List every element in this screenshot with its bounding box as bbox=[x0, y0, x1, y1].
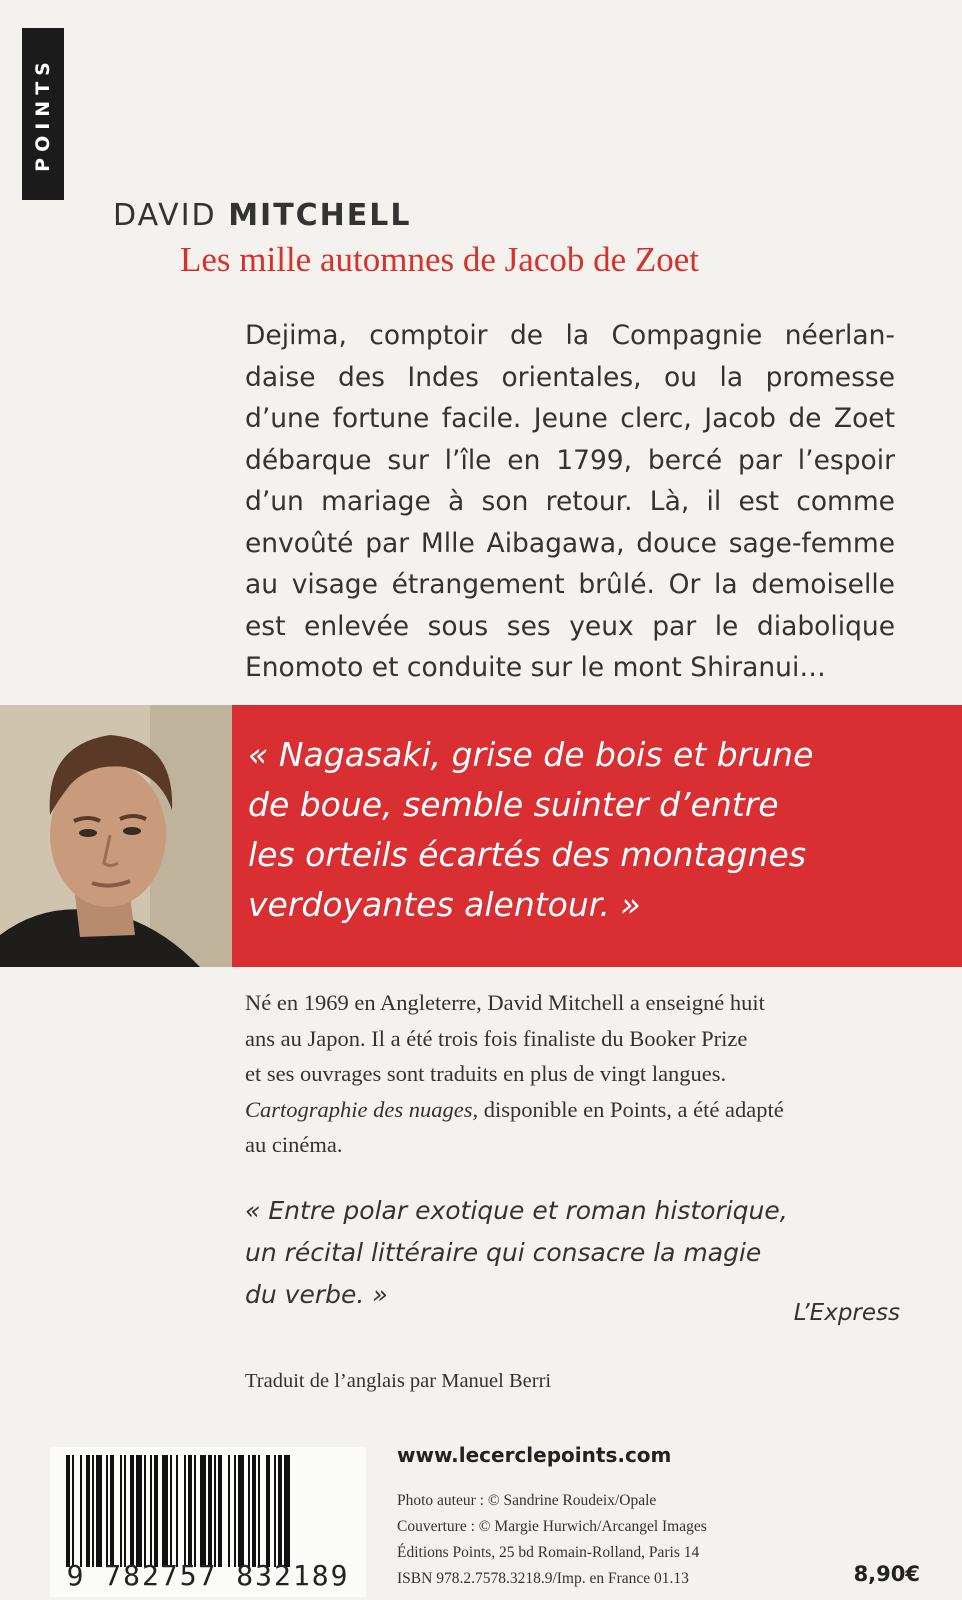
barcode-bar bbox=[170, 1455, 172, 1567]
barcode-bar bbox=[96, 1455, 102, 1567]
author-bio bbox=[245, 985, 905, 1163]
blurb-line: d’une fortune facile. Jeune clerc, Jacob de Zoet bbox=[245, 403, 895, 434]
barcode-bar bbox=[184, 1455, 186, 1567]
bio-line: ans au Japon. Il a été trois fois finaliste du Booker Prize bbox=[245, 1025, 748, 1051]
excerpt-line: verdoyantes alentour. » bbox=[248, 885, 641, 924]
bio-line-rest: disponible en Points, a été adapté bbox=[478, 1096, 784, 1122]
blurb-line: Dejima, comptoir de la Compagnie néerlan- bbox=[245, 320, 895, 351]
barcode-bar bbox=[130, 1455, 134, 1567]
author-last-name: MITCHELL bbox=[228, 198, 412, 233]
author-photo bbox=[0, 705, 232, 967]
barcode-bar bbox=[214, 1455, 216, 1567]
barcode-bar bbox=[194, 1455, 196, 1567]
blurb-line: daise des Indes orientales, ou la promesse bbox=[245, 361, 895, 393]
excerpt-line: « Nagasaki, grise de bois et brune bbox=[248, 735, 814, 774]
barcode-bar bbox=[124, 1455, 126, 1567]
barcode-bar bbox=[278, 1455, 282, 1567]
barcode-bar bbox=[176, 1455, 178, 1567]
author-first-name: DAVID bbox=[113, 198, 229, 233]
barcode-bar bbox=[284, 1455, 290, 1567]
publisher-website[interactable]: www.lecerclepoints.com bbox=[397, 1443, 672, 1467]
barcode-bar bbox=[150, 1455, 152, 1567]
blurb-line: au visage étrangement brûlé. Or la demoiselle bbox=[245, 569, 895, 600]
price: 8,90€ bbox=[853, 1562, 920, 1586]
credit-line: ISBN 978.2.7578.3218.9/Imp. en France 01.13 bbox=[397, 1570, 689, 1587]
book-title: Les mille automnes de Jacob de Zoet bbox=[180, 240, 700, 279]
bio-line: Né en 1969 en Angleterre, David Mitchell a enseigné huit bbox=[245, 990, 765, 1015]
blurb-line: envoûté par Mlle Aibagawa, douce sage-femme bbox=[245, 527, 895, 559]
review-line: un récital littéraire qui consacre la magie bbox=[245, 1238, 762, 1267]
review-line: « Entre polar exotique et roman historique, bbox=[245, 1196, 788, 1225]
bio-line bbox=[245, 1092, 905, 1128]
barcode-bar bbox=[136, 1455, 142, 1567]
publisher-tab-label: POINTS bbox=[32, 56, 55, 172]
excerpt-line: de boue, semble suinter d’entre bbox=[248, 785, 779, 824]
barcode-bar bbox=[188, 1455, 192, 1567]
barcode-bar bbox=[110, 1455, 114, 1567]
bio-book-title: Cartographie des nuages, bbox=[245, 1096, 479, 1122]
barcode-bar bbox=[234, 1455, 236, 1567]
review-line: du verbe. » bbox=[245, 1280, 388, 1309]
barcode-icon bbox=[66, 1455, 356, 1567]
barcode-bar bbox=[208, 1455, 212, 1567]
barcode-bar bbox=[218, 1455, 222, 1567]
barcode-bar bbox=[248, 1455, 250, 1567]
credit-line: Éditions Points, 25 bd Romain-Rolland, Paris 14 bbox=[397, 1544, 700, 1561]
credit-line: Photo auteur : © Sandrine Roudeix/Opale bbox=[397, 1492, 657, 1509]
barcode-bar bbox=[80, 1455, 82, 1567]
blurb-line: débarque sur l’île en 1799, bercé par l’espoir bbox=[245, 444, 895, 476]
barcode-bar bbox=[162, 1455, 168, 1567]
barcode-bar bbox=[238, 1455, 244, 1567]
barcode-bar bbox=[252, 1455, 256, 1567]
barcode-bar bbox=[200, 1455, 206, 1567]
excerpt-line: les orteils écartés des montagnes bbox=[248, 835, 807, 874]
barcode-digits: 9 782757 832189 bbox=[66, 1559, 350, 1592]
barcode-bar bbox=[258, 1455, 260, 1567]
author-portrait-image bbox=[0, 705, 232, 967]
blurb-line: est enlevée sous ses yeux par le diabolique bbox=[245, 610, 895, 642]
author-name bbox=[113, 198, 412, 233]
bio-line: et ses ouvrages sont traduits en plus de vingt langues. bbox=[245, 1061, 727, 1086]
barcode-bar bbox=[120, 1455, 122, 1567]
publisher-tab bbox=[22, 28, 64, 200]
barcode-bar bbox=[144, 1455, 146, 1567]
blurb bbox=[245, 315, 895, 689]
barcode-bar bbox=[228, 1455, 230, 1567]
excerpt-quote bbox=[248, 730, 948, 930]
credit-line: Couverture : © Margie Hurwich/Arcangel Images bbox=[397, 1518, 707, 1535]
blurb-line: Enomoto et conduite sur le mont Shiranui… bbox=[245, 652, 826, 683]
photo-quote-band bbox=[0, 705, 962, 967]
credits-block bbox=[397, 1488, 707, 1592]
barcode-bar bbox=[274, 1455, 276, 1567]
barcode-bar bbox=[66, 1455, 70, 1567]
barcode-bar bbox=[72, 1455, 74, 1567]
press-review bbox=[245, 1190, 905, 1316]
barcode-bar bbox=[106, 1455, 108, 1567]
barcode-bar bbox=[86, 1455, 90, 1567]
barcode-bar bbox=[154, 1455, 158, 1567]
translator-credit: Traduit de l’anglais par Manuel Berri bbox=[245, 1370, 552, 1392]
review-source: L’Express bbox=[793, 1300, 900, 1326]
barcode-bar bbox=[92, 1455, 94, 1567]
blurb-line: d’un mariage à son retour. Là, il est comme bbox=[245, 486, 895, 517]
bio-line: au cinéma. bbox=[245, 1132, 343, 1157]
excerpt-quote-box bbox=[232, 705, 962, 967]
barcode-bar bbox=[266, 1455, 270, 1567]
barcode-panel bbox=[50, 1447, 366, 1597]
